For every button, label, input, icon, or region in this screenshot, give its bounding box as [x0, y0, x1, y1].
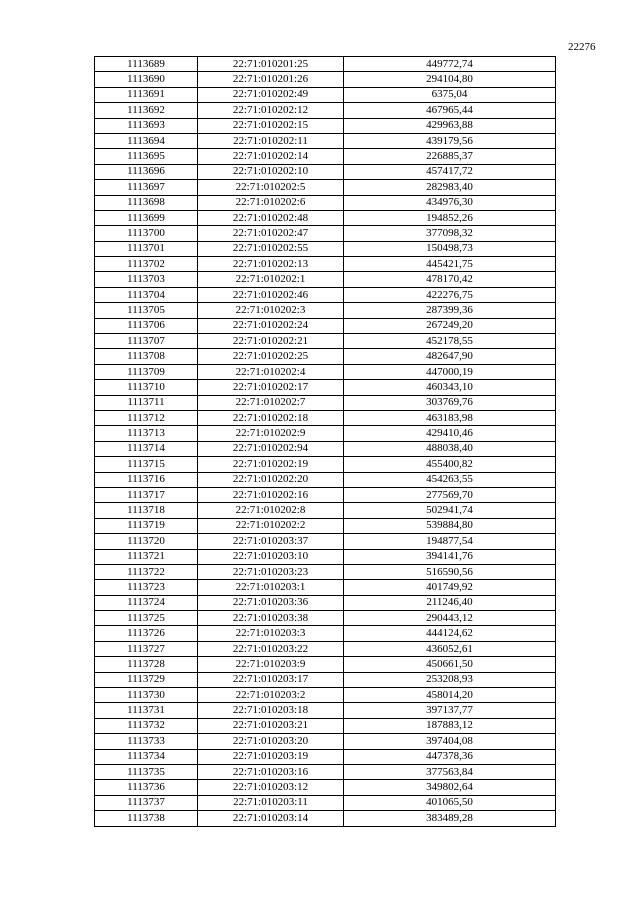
value-cell: 452178,55 — [344, 334, 556, 349]
table-row — [95, 688, 556, 703]
row-number-cell: 1113710 — [95, 380, 198, 395]
value-cell: 457417,72 — [344, 164, 556, 179]
cadastral-number-cell: 22:71:010203:22 — [198, 641, 344, 656]
cadastral-number-cell: 22:71:010202:12 — [198, 103, 344, 118]
row-number-cell: 1113692 — [95, 103, 198, 118]
value-cell: 194877,54 — [344, 534, 556, 549]
value-cell: 502941,74 — [344, 503, 556, 518]
row-number-cell: 1113730 — [95, 688, 198, 703]
value-cell: 150498,73 — [344, 241, 556, 256]
cadastral-number-cell: 22:71:010202:5 — [198, 180, 344, 195]
row-number-cell: 1113713 — [95, 426, 198, 441]
value-cell: 434976,30 — [344, 195, 556, 210]
row-number-cell: 1113717 — [95, 487, 198, 502]
table-row — [95, 318, 556, 333]
table-row — [95, 811, 556, 826]
table-row — [95, 210, 556, 225]
value-cell: 482647,90 — [344, 349, 556, 364]
table-row — [95, 410, 556, 425]
table-row — [95, 364, 556, 379]
value-cell: 516590,56 — [344, 564, 556, 579]
value-cell: 460343,10 — [344, 380, 556, 395]
cadastral-number-cell: 22:71:010202:13 — [198, 257, 344, 272]
cadastral-number-cell: 22:71:010203:14 — [198, 811, 344, 826]
cadastral-number-cell: 22:71:010203:12 — [198, 780, 344, 795]
cadastral-number-cell: 22:71:010202:6 — [198, 195, 344, 210]
value-cell: 422276,75 — [344, 287, 556, 302]
value-cell: 294104,80 — [344, 72, 556, 87]
table-row — [95, 595, 556, 610]
cadastral-number-cell: 22:71:010202:20 — [198, 472, 344, 487]
cadastral-number-cell: 22:71:010203:19 — [198, 749, 344, 764]
value-cell: 287399,36 — [344, 303, 556, 318]
table-row — [95, 780, 556, 795]
row-number-cell: 1113734 — [95, 749, 198, 764]
table-row — [95, 118, 556, 133]
value-cell: 454263,55 — [344, 472, 556, 487]
table-row — [95, 133, 556, 148]
cadastral-number-cell: 22:71:010203:20 — [198, 734, 344, 749]
row-number-cell: 1113719 — [95, 518, 198, 533]
row-number-cell: 1113699 — [95, 210, 198, 225]
table-row — [95, 87, 556, 102]
cadastral-number-cell: 22:71:010202:9 — [198, 426, 344, 441]
value-cell: 458014,20 — [344, 688, 556, 703]
value-cell: 447000,19 — [344, 364, 556, 379]
row-number-cell: 1113689 — [95, 57, 198, 72]
value-cell: 187883,12 — [344, 718, 556, 733]
row-number-cell: 1113704 — [95, 287, 198, 302]
cadastral-number-cell: 22:71:010202:21 — [198, 334, 344, 349]
row-number-cell: 1113702 — [95, 257, 198, 272]
table-row — [95, 734, 556, 749]
table-row — [95, 518, 556, 533]
table-row — [95, 334, 556, 349]
row-number-cell: 1113703 — [95, 272, 198, 287]
cadastral-number-cell: 22:71:010203:1 — [198, 580, 344, 595]
table-row — [95, 426, 556, 441]
value-cell: 397137,77 — [344, 703, 556, 718]
row-number-cell: 1113721 — [95, 549, 198, 564]
cadastral-number-cell: 22:71:010202:25 — [198, 349, 344, 364]
row-number-cell: 1113726 — [95, 626, 198, 641]
table-row — [95, 641, 556, 656]
row-number-cell: 1113736 — [95, 780, 198, 795]
cadastral-number-cell: 22:71:010202:14 — [198, 149, 344, 164]
cadastral-number-cell: 22:71:010203:11 — [198, 795, 344, 810]
row-number-cell: 1113691 — [95, 87, 198, 102]
row-number-cell: 1113701 — [95, 241, 198, 256]
row-number-cell: 1113724 — [95, 595, 198, 610]
table-row — [95, 241, 556, 256]
row-number-cell: 1113737 — [95, 795, 198, 810]
table-row — [95, 380, 556, 395]
row-number-cell: 1113731 — [95, 703, 198, 718]
table-row — [95, 226, 556, 241]
table-row — [95, 272, 556, 287]
row-number-cell: 1113733 — [95, 734, 198, 749]
table-body — [95, 57, 556, 827]
row-number-cell: 1113709 — [95, 364, 198, 379]
table-row — [95, 164, 556, 179]
cadastral-number-cell: 22:71:010202:10 — [198, 164, 344, 179]
value-cell: 277569,70 — [344, 487, 556, 502]
row-number-cell: 1113718 — [95, 503, 198, 518]
value-cell: 449772,74 — [344, 57, 556, 72]
table-row — [95, 718, 556, 733]
value-cell: 401749,92 — [344, 580, 556, 595]
table-row — [95, 657, 556, 672]
row-number-cell: 1113728 — [95, 657, 198, 672]
row-number-cell: 1113693 — [95, 118, 198, 133]
value-cell: 436052,61 — [344, 641, 556, 656]
row-number-cell: 1113725 — [95, 611, 198, 626]
cadastral-number-cell: 22:71:010202:46 — [198, 287, 344, 302]
value-cell: 253208,93 — [344, 672, 556, 687]
row-number-cell: 1113729 — [95, 672, 198, 687]
value-cell: 445421,75 — [344, 257, 556, 272]
value-cell: 444124,62 — [344, 626, 556, 641]
value-cell: 488038,40 — [344, 441, 556, 456]
cadastral-number-cell: 22:71:010203:36 — [198, 595, 344, 610]
cadastral-number-cell: 22:71:010202:16 — [198, 487, 344, 502]
row-number-cell: 1113690 — [95, 72, 198, 87]
cadastral-number-cell: 22:71:010203:17 — [198, 672, 344, 687]
value-cell: 394141,76 — [344, 549, 556, 564]
cadastral-number-cell: 22:71:010202:47 — [198, 226, 344, 241]
value-cell: 303769,76 — [344, 395, 556, 410]
cadastral-number-cell: 22:71:010202:1 — [198, 272, 344, 287]
row-number-cell: 1113712 — [95, 410, 198, 425]
row-number-cell: 1113738 — [95, 811, 198, 826]
table-row — [95, 349, 556, 364]
row-number-cell: 1113700 — [95, 226, 198, 241]
cadastral-number-cell: 22:71:010202:48 — [198, 210, 344, 225]
table-row — [95, 549, 556, 564]
cadastral-number-cell: 22:71:010202:2 — [198, 518, 344, 533]
cadastral-number-cell: 22:71:010203:10 — [198, 549, 344, 564]
value-cell: 478170,42 — [344, 272, 556, 287]
table-row — [95, 195, 556, 210]
cadastral-number-cell: 22:71:010202:11 — [198, 133, 344, 148]
table-row — [95, 703, 556, 718]
value-cell: 539884,80 — [344, 518, 556, 533]
table-row — [95, 503, 556, 518]
row-number-cell: 1113695 — [95, 149, 198, 164]
table-row — [95, 626, 556, 641]
table-row — [95, 534, 556, 549]
table-row — [95, 472, 556, 487]
cadastral-number-cell: 22:71:010203:2 — [198, 688, 344, 703]
value-cell: 349802,64 — [344, 780, 556, 795]
value-cell: 383489,28 — [344, 811, 556, 826]
value-cell: 6375,04 — [344, 87, 556, 102]
table-row — [95, 72, 556, 87]
table-row — [95, 611, 556, 626]
table-row — [95, 441, 556, 456]
row-number-cell: 1113694 — [95, 133, 198, 148]
row-number-cell: 1113735 — [95, 764, 198, 779]
value-cell: 290443,12 — [344, 611, 556, 626]
table-row — [95, 303, 556, 318]
row-number-cell: 1113697 — [95, 180, 198, 195]
row-number-cell: 1113716 — [95, 472, 198, 487]
table-row — [95, 749, 556, 764]
cadastral-number-cell: 22:71:010202:24 — [198, 318, 344, 333]
row-number-cell: 1113705 — [95, 303, 198, 318]
value-cell: 377563,84 — [344, 764, 556, 779]
table-row — [95, 149, 556, 164]
value-cell: 194852,26 — [344, 210, 556, 225]
value-cell: 463183,98 — [344, 410, 556, 425]
value-cell: 429963,88 — [344, 118, 556, 133]
table-row — [95, 764, 556, 779]
cadastral-number-cell: 22:71:010203:21 — [198, 718, 344, 733]
cadastral-number-cell: 22:71:010203:16 — [198, 764, 344, 779]
value-cell: 467965,44 — [344, 103, 556, 118]
value-cell: 450661,50 — [344, 657, 556, 672]
row-number-cell: 1113727 — [95, 641, 198, 656]
cadastral-number-cell: 22:71:010202:17 — [198, 380, 344, 395]
cadastral-number-cell: 22:71:010203:18 — [198, 703, 344, 718]
row-number-cell: 1113708 — [95, 349, 198, 364]
row-number-cell: 1113715 — [95, 457, 198, 472]
value-cell: 401065,50 — [344, 795, 556, 810]
row-number-cell: 1113711 — [95, 395, 198, 410]
table-row — [95, 487, 556, 502]
cadastral-number-cell: 22:71:010202:15 — [198, 118, 344, 133]
row-number-cell: 1113696 — [95, 164, 198, 179]
table-row — [95, 257, 556, 272]
row-number-cell: 1113698 — [95, 195, 198, 210]
row-number-cell: 1113722 — [95, 564, 198, 579]
value-cell: 267249,20 — [344, 318, 556, 333]
value-cell: 429410,46 — [344, 426, 556, 441]
table-row — [95, 180, 556, 195]
row-number-cell: 1113720 — [95, 534, 198, 549]
cadastral-number-cell: 22:71:010202:55 — [198, 241, 344, 256]
table-row — [95, 287, 556, 302]
table-row — [95, 795, 556, 810]
table-row — [95, 457, 556, 472]
value-cell: 397404,08 — [344, 734, 556, 749]
value-cell: 211246,40 — [344, 595, 556, 610]
table-row — [95, 395, 556, 410]
cadastral-number-cell: 22:71:010202:4 — [198, 364, 344, 379]
cadastral-number-cell: 22:71:010202:94 — [198, 441, 344, 456]
table-row — [95, 564, 556, 579]
page-number: 22276 — [568, 41, 596, 53]
cadastral-number-cell: 22:71:010203:38 — [198, 611, 344, 626]
cadastral-number-cell: 22:71:010203:37 — [198, 534, 344, 549]
cadastral-number-cell: 22:71:010202:18 — [198, 410, 344, 425]
value-cell: 282983,40 — [344, 180, 556, 195]
row-number-cell: 1113723 — [95, 580, 198, 595]
row-number-cell: 1113706 — [95, 318, 198, 333]
row-number-cell: 1113714 — [95, 441, 198, 456]
cadastral-number-cell: 22:71:010201:25 — [198, 57, 344, 72]
table-row — [95, 580, 556, 595]
cadastral-number-cell: 22:71:010202:19 — [198, 457, 344, 472]
table-row — [95, 672, 556, 687]
value-cell: 455400,82 — [344, 457, 556, 472]
value-cell: 226885,37 — [344, 149, 556, 164]
cadastral-number-cell: 22:71:010203:3 — [198, 626, 344, 641]
row-number-cell: 1113732 — [95, 718, 198, 733]
value-cell: 447378,36 — [344, 749, 556, 764]
cadastral-number-cell: 22:71:010201:26 — [198, 72, 344, 87]
cadastral-number-cell: 22:71:010202:3 — [198, 303, 344, 318]
cadastral-number-cell: 22:71:010202:8 — [198, 503, 344, 518]
cadastral-number-cell: 22:71:010203:9 — [198, 657, 344, 672]
table-row — [95, 103, 556, 118]
table-row — [95, 57, 556, 72]
value-cell: 377098,32 — [344, 226, 556, 241]
row-number-cell: 1113707 — [95, 334, 198, 349]
cadastral-number-cell: 22:71:010203:23 — [198, 564, 344, 579]
cadastral-number-cell: 22:71:010202:7 — [198, 395, 344, 410]
data-table — [94, 56, 556, 827]
cadastral-number-cell: 22:71:010202:49 — [198, 87, 344, 102]
value-cell: 439179,56 — [344, 133, 556, 148]
